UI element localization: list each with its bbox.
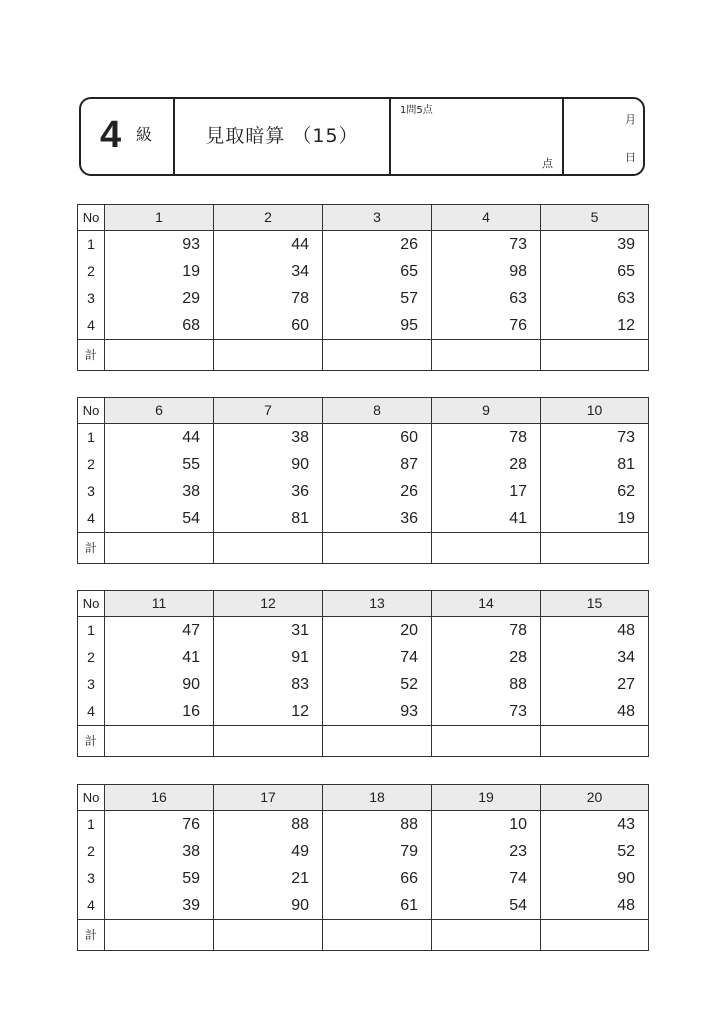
- points-note: 1問5点: [400, 105, 433, 116]
- addend-cell: 28: [432, 644, 541, 671]
- addend-cell: 52: [323, 671, 432, 698]
- table-row: [78, 231, 649, 259]
- addend-cell: 60: [214, 312, 323, 340]
- addend-cell: 78: [432, 617, 541, 645]
- addend-cell: 31: [214, 617, 323, 645]
- problem-number: 12: [214, 591, 323, 617]
- addend-cell: 16: [105, 698, 214, 726]
- addend-cell: 78: [432, 424, 541, 452]
- addend-cell: 81: [214, 505, 323, 533]
- answer-cell: [214, 920, 323, 951]
- addend-cell: 54: [432, 892, 541, 920]
- addend-cell: 43: [541, 811, 649, 839]
- addend-cell: 63: [432, 285, 541, 312]
- addend-cell: 48: [541, 892, 649, 920]
- worksheet-header: [79, 97, 645, 176]
- addend-cell: 59: [105, 865, 214, 892]
- table-row: [78, 698, 649, 726]
- row-header-label: No: [78, 205, 105, 231]
- addend-cell: 26: [323, 231, 432, 259]
- answer-cell: [432, 533, 541, 564]
- addend-cell: 44: [214, 231, 323, 259]
- addend-cell: 98: [432, 258, 541, 285]
- addend-cell: 81: [541, 451, 649, 478]
- table-row: [78, 617, 649, 645]
- problem-number: 11: [105, 591, 214, 617]
- problem-number: 8: [323, 398, 432, 424]
- answer-cell: [323, 920, 432, 951]
- addend-cell: 48: [541, 617, 649, 645]
- row-number: 3: [78, 671, 105, 698]
- addend-cell: 39: [541, 231, 649, 259]
- total-row: [78, 533, 649, 564]
- table-header-row: [78, 398, 649, 424]
- problem-number: 6: [105, 398, 214, 424]
- addend-cell: 76: [105, 811, 214, 839]
- addend-cell: 63: [541, 285, 649, 312]
- problem-number: 19: [432, 785, 541, 811]
- answer-cell: [323, 340, 432, 371]
- row-header-label: No: [78, 591, 105, 617]
- problem-number: 1: [105, 205, 214, 231]
- answer-cell: [432, 726, 541, 757]
- addend-cell: 78: [214, 285, 323, 312]
- addend-cell: 38: [214, 424, 323, 452]
- addend-cell: 88: [323, 811, 432, 839]
- total-label: 計: [78, 726, 105, 757]
- addend-cell: 20: [323, 617, 432, 645]
- addend-cell: 73: [541, 424, 649, 452]
- total-label: 計: [78, 920, 105, 951]
- problem-number: 15: [541, 591, 649, 617]
- row-number: 2: [78, 838, 105, 865]
- table-row: [78, 312, 649, 340]
- row-number: 4: [78, 892, 105, 920]
- addend-cell: 36: [323, 505, 432, 533]
- addend-cell: 41: [432, 505, 541, 533]
- addend-cell: 88: [214, 811, 323, 839]
- row-number: 4: [78, 312, 105, 340]
- row-number: 2: [78, 258, 105, 285]
- table-row: [78, 865, 649, 892]
- problem-number: 14: [432, 591, 541, 617]
- addend-cell: 49: [214, 838, 323, 865]
- addend-cell: 90: [214, 892, 323, 920]
- problem-table: [77, 590, 649, 757]
- row-number: 1: [78, 617, 105, 645]
- addend-cell: 41: [105, 644, 214, 671]
- addend-cell: 10: [432, 811, 541, 839]
- addend-cell: 73: [432, 231, 541, 259]
- table-header-row: [78, 591, 649, 617]
- answer-cell: [323, 726, 432, 757]
- answer-cell: [105, 726, 214, 757]
- addend-cell: 95: [323, 312, 432, 340]
- addend-cell: 74: [323, 644, 432, 671]
- problem-table: [77, 397, 649, 564]
- addend-cell: 23: [432, 838, 541, 865]
- table-row: [78, 671, 649, 698]
- addend-cell: 93: [105, 231, 214, 259]
- grade-cell: [81, 99, 173, 174]
- row-header-label: No: [78, 785, 105, 811]
- answer-cell: [105, 340, 214, 371]
- addend-cell: 55: [105, 451, 214, 478]
- row-number: 4: [78, 698, 105, 726]
- addend-cell: 83: [214, 671, 323, 698]
- problem-number: 9: [432, 398, 541, 424]
- month-label: 月: [625, 113, 636, 126]
- row-number: 3: [78, 865, 105, 892]
- addend-cell: 39: [105, 892, 214, 920]
- table-row: [78, 811, 649, 839]
- answer-cell: [105, 920, 214, 951]
- table-header-row: [78, 785, 649, 811]
- table-row: [78, 424, 649, 452]
- row-number: 3: [78, 478, 105, 505]
- problem-number: 5: [541, 205, 649, 231]
- addend-cell: 66: [323, 865, 432, 892]
- row-header-label: No: [78, 398, 105, 424]
- addend-cell: 57: [323, 285, 432, 312]
- addend-cell: 29: [105, 285, 214, 312]
- problem-number: 20: [541, 785, 649, 811]
- addend-cell: 19: [541, 505, 649, 533]
- table-row: [78, 285, 649, 312]
- problem-number: 2: [214, 205, 323, 231]
- problem-number: 3: [323, 205, 432, 231]
- addend-cell: 34: [214, 258, 323, 285]
- answer-cell: [541, 920, 649, 951]
- addend-cell: 38: [105, 478, 214, 505]
- problem-table: [77, 204, 649, 371]
- addend-cell: 60: [323, 424, 432, 452]
- answer-cell: [214, 533, 323, 564]
- row-number: 2: [78, 451, 105, 478]
- table-row: [78, 505, 649, 533]
- problem-number: 18: [323, 785, 432, 811]
- answer-cell: [432, 340, 541, 371]
- addend-cell: 68: [105, 312, 214, 340]
- row-number: 3: [78, 285, 105, 312]
- addend-cell: 90: [541, 865, 649, 892]
- addend-cell: 65: [541, 258, 649, 285]
- grade-number: 4: [100, 114, 122, 156]
- problem-number: 10: [541, 398, 649, 424]
- row-number: 1: [78, 811, 105, 839]
- addend-cell: 34: [541, 644, 649, 671]
- addend-cell: 27: [541, 671, 649, 698]
- row-number: 1: [78, 424, 105, 452]
- answer-cell: [214, 340, 323, 371]
- addend-cell: 91: [214, 644, 323, 671]
- date-cell: [562, 99, 643, 174]
- table-row: [78, 838, 649, 865]
- addend-cell: 65: [323, 258, 432, 285]
- problem-table: [77, 784, 649, 951]
- problem-number: 13: [323, 591, 432, 617]
- total-row: [78, 920, 649, 951]
- answer-cell: [541, 340, 649, 371]
- addend-cell: 17: [432, 478, 541, 505]
- table-row: [78, 892, 649, 920]
- addend-cell: 79: [323, 838, 432, 865]
- title-cell: [173, 99, 389, 174]
- answer-cell: [323, 533, 432, 564]
- addend-cell: 47: [105, 617, 214, 645]
- addend-cell: 48: [541, 698, 649, 726]
- addend-cell: 62: [541, 478, 649, 505]
- addend-cell: 61: [323, 892, 432, 920]
- problem-number: 17: [214, 785, 323, 811]
- addend-cell: 73: [432, 698, 541, 726]
- addend-cell: 44: [105, 424, 214, 452]
- score-unit: 点: [542, 157, 553, 170]
- row-number: 2: [78, 644, 105, 671]
- addend-cell: 88: [432, 671, 541, 698]
- addend-cell: 28: [432, 451, 541, 478]
- table-row: [78, 644, 649, 671]
- total-row: [78, 340, 649, 371]
- addend-cell: 36: [214, 478, 323, 505]
- table-row: [78, 258, 649, 285]
- row-number: 4: [78, 505, 105, 533]
- total-label: 計: [78, 340, 105, 371]
- table-row: [78, 478, 649, 505]
- addend-cell: 12: [541, 312, 649, 340]
- score-cell: [389, 99, 562, 174]
- addend-cell: 21: [214, 865, 323, 892]
- day-label: 日: [625, 151, 636, 164]
- addend-cell: 74: [432, 865, 541, 892]
- addend-cell: 26: [323, 478, 432, 505]
- answer-cell: [432, 920, 541, 951]
- answer-cell: [214, 726, 323, 757]
- answer-cell: [105, 533, 214, 564]
- total-label: 計: [78, 533, 105, 564]
- answer-cell: [541, 726, 649, 757]
- addend-cell: 90: [214, 451, 323, 478]
- answer-cell: [541, 533, 649, 564]
- problem-number: 4: [432, 205, 541, 231]
- addend-cell: 93: [323, 698, 432, 726]
- table-header-row: [78, 205, 649, 231]
- worksheet-title: 見取暗算 （15）: [205, 125, 359, 147]
- addend-cell: 54: [105, 505, 214, 533]
- addend-cell: 76: [432, 312, 541, 340]
- problem-number: 7: [214, 398, 323, 424]
- addend-cell: 38: [105, 838, 214, 865]
- total-row: [78, 726, 649, 757]
- addend-cell: 19: [105, 258, 214, 285]
- addend-cell: 90: [105, 671, 214, 698]
- table-row: [78, 451, 649, 478]
- addend-cell: 12: [214, 698, 323, 726]
- row-number: 1: [78, 231, 105, 259]
- problem-number: 16: [105, 785, 214, 811]
- grade-suffix: 級: [136, 125, 153, 144]
- addend-cell: 52: [541, 838, 649, 865]
- addend-cell: 87: [323, 451, 432, 478]
